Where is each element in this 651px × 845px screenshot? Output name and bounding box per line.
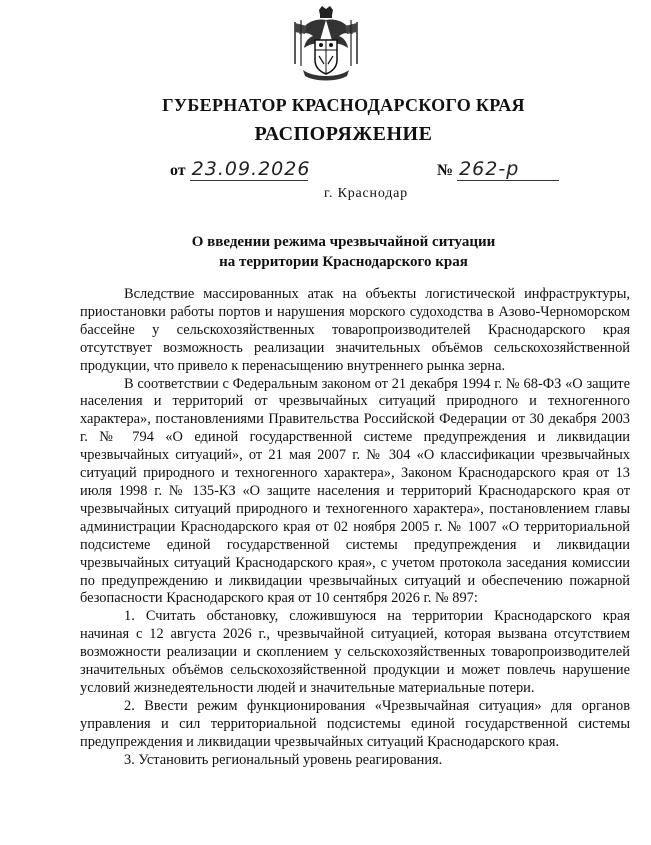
city: г. Краснодар (324, 186, 408, 201)
number-line (437, 158, 559, 181)
governor-title: ГУБЕРНАТОР КРАСНОДАРСКОГО КРАЯ (162, 95, 525, 115)
paragraph-item-2: 2. Ввести режим функционирования «Чрезвычайная ситуация» для органов управления и сил территориальной подсистемы единой государственной системы предупреждения и ликвидации чрезвычайных ситуаций Краснодарского края. (80, 697, 630, 750)
paragraph-item-3: 3. Установить региональный уровень реагирования. (124, 751, 443, 768)
document-title (0, 232, 651, 272)
date-value: 23.09.2026 (191, 158, 311, 180)
document-type: РАСПОРЯЖЕНИЕ (254, 123, 433, 145)
paragraph-preamble: Вследствие массированных атак на объекты логистической инфраструктуры, приостановки работы портов и нарушения морского судоходства в Азово-Черноморском бассейне у сельскохозяйственных товаропроизводителей Краснодарского края отсутствует возможность реализации значительных объёмов сельскохозяйственной продукции, что привело к перенасыщению внутреннего рынка зерна. (80, 286, 630, 374)
number-prefix: № (437, 162, 454, 179)
title-line-1: О введении режима чрезвычайной ситуации (191, 234, 496, 250)
number-value: 262-р (457, 158, 559, 181)
paragraph-legal-basis: В соответствии с Федеральным законом от 21 декабря 1994 г. № 68-ФЗ «О защите населения и территорий от чрезвычайных ситуаций природного и техногенного характера», постановлениями Правительства Российской Федерации от 30 декабря 2003 г. № 794 «О единой государственной системе предупреждения и ликвидации чрезвычайных ситуаций», от 21 мая 2007 г. № 304 «О классификации чрезвычайных ситуаций природного и техногенного характера», Законом Краснодарского края от 13 июля 1998 г. № 135-КЗ «О защите населения и территорий Краснодарского края от чрезвычайных ситуаций природного и техногенного характера», постановлением главы администрации Краснодарского края от 02 ноября 2005 г. № 1007 «О территориальной подсистеме единой государственной системы предупреждения и ликвидации чрезвычайных ситуаций Краснодарского края», с учетом протокола заседания комиссии по предупреждению и ликвидации чрезвычайных ситуаций и обеспечению пожарной безопасности Краснодарского края от 10 сентября 2026 г. № 897: (80, 375, 630, 607)
paragraph-item-1: 1. Считать обстановку, сложившуюся на территории Краснодарского края начиная с 12 августа 2026 г., чрезвычайной ситуацией, которая вызвана отсутствием возможности реализации и скоплением у сельскохозяйственных товаропроизводителей значительных объёмов сельскохозяйственной продукции и может повлечь нарушение условий жизнедеятельности людей и значительные материальные потери. (80, 608, 630, 696)
date-line (170, 158, 311, 181)
document-body (80, 286, 630, 769)
date-prefix: от (170, 162, 186, 179)
title-line-2: на территории Краснодарского края (219, 254, 468, 270)
coat-of-arms-icon (291, 4, 361, 84)
